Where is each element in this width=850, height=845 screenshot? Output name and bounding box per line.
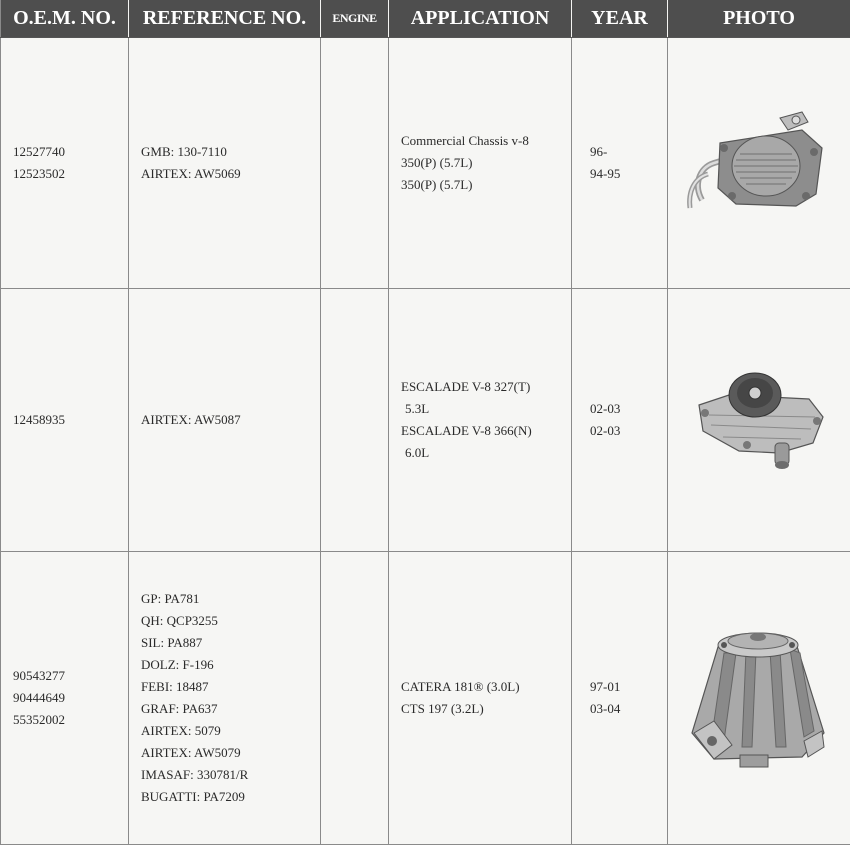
reference-header: REFERENCE NO. — [129, 0, 321, 38]
year-value: 03-04 — [590, 701, 621, 716]
photo-cell — [668, 289, 850, 552]
oem-number: 12458935 — [13, 412, 65, 427]
year-value: 02-03 — [590, 401, 621, 416]
application-line: 350(P) (5.7L) — [401, 155, 473, 170]
oem-number: 55352002 — [13, 712, 65, 727]
photo-cell — [668, 552, 850, 845]
application-line: ESCALADE V-8 327(T) — [401, 379, 531, 394]
application-line: 6.0L — [405, 445, 430, 460]
year-cell — [572, 552, 668, 845]
year-cell — [572, 38, 668, 289]
year-value: 94-95 — [590, 166, 621, 181]
water-pump-housing-icon — [684, 623, 834, 773]
oem-cell — [1, 289, 129, 552]
reference-number: AIRTEX: AW5087 — [141, 412, 241, 427]
reference-number: IMASAF: 330781/R — [141, 767, 249, 782]
year-value: 96- — [590, 144, 608, 159]
reference-number: AIRTEX: AW5069 — [141, 166, 241, 181]
application-line: 350(P) (5.7L) — [401, 177, 473, 192]
year-value: 97-01 — [590, 679, 621, 694]
reference-cell — [129, 552, 321, 845]
application-line: CATERA 181® (3.0L) — [401, 679, 520, 694]
oem-number: 90543277 — [13, 668, 65, 683]
reference-number: DOLZ: F-196 — [141, 657, 214, 672]
oem-number: 12527740 — [13, 144, 65, 159]
water-pump-with-pulley-icon — [689, 365, 829, 475]
reference-cell — [129, 289, 321, 552]
reference-number: FEBI: 18487 — [141, 679, 209, 694]
reference-number: AIRTEX: AW5079 — [141, 745, 241, 760]
oem-number: 12523502 — [13, 166, 65, 181]
application-line: 5.3L — [405, 401, 430, 416]
application-line: CTS 197 (3.2L) — [401, 701, 484, 716]
engine-cell — [321, 552, 389, 845]
year-cell — [572, 289, 668, 552]
photo-header: PHOTO — [668, 0, 850, 38]
year-header: YEAR — [572, 0, 668, 38]
application-line: Commercial Chassis v-8 — [401, 133, 529, 148]
application-line: ESCALADE V-8 366(N) — [401, 423, 532, 438]
reference-number: BUGATTI: PA7209 — [141, 789, 245, 804]
application-cell — [389, 289, 572, 552]
reference-number: GP: PA781 — [141, 591, 200, 606]
application-header: APPLICATION — [389, 0, 572, 38]
header-row — [1, 0, 850, 38]
reference-number: GRAF: PA637 — [141, 701, 218, 716]
oem-cell — [1, 38, 129, 289]
reference-number: QH: QCP3255 — [141, 613, 218, 628]
oem-number: 90444649 — [13, 690, 65, 705]
table-row — [1, 38, 850, 289]
application-cell — [389, 38, 572, 289]
reference-number: AIRTEX: 5079 — [141, 723, 221, 738]
application-cell — [389, 552, 572, 845]
engine-header: ENGINE — [321, 0, 389, 38]
engine-cell — [321, 289, 389, 552]
table-row — [1, 552, 850, 845]
engine-cell — [321, 38, 389, 289]
table-row — [1, 289, 850, 552]
reference-number: SIL: PA887 — [141, 635, 203, 650]
oem-header: O.E.M. NO. — [1, 0, 129, 38]
reference-cell — [129, 38, 321, 289]
photo-cell — [668, 38, 850, 289]
reference-number: GMB: 130-7110 — [141, 144, 227, 159]
oem-cell — [1, 552, 129, 845]
year-value: 02-03 — [590, 423, 621, 438]
water-pump-with-pipes-icon — [684, 108, 834, 218]
